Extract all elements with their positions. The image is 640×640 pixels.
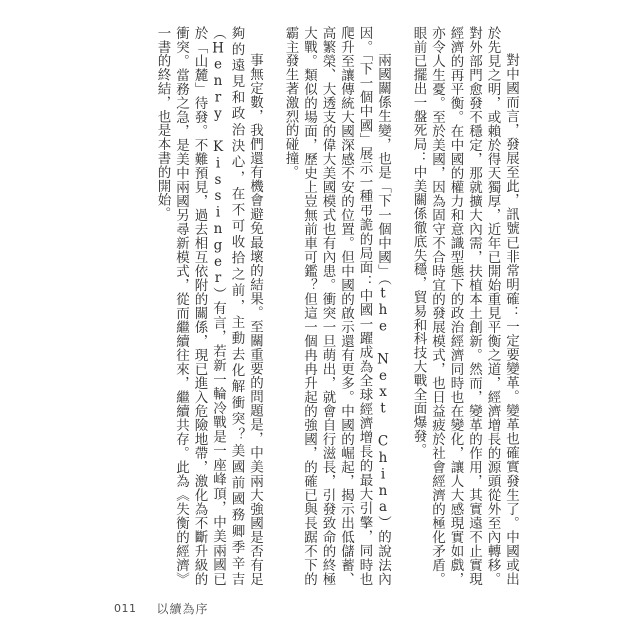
running-title: 以續為序 (156, 601, 209, 616)
page-footer (114, 599, 209, 617)
paragraph-2: 兩國關係生變，也是「下一個中國」（the Next China）的說法內因。「下一個中國」展示一種弔詭的局面：中國一躍成為全球經濟增長的最大引擎，同時也爬升至讓傳統大國深感不安的位置。但中國的啟示還有更多。中國的崛起，揭示出低儲蓄、高繁榮、大透支的偉大美國模式也有內患。衝突一旦萌出，就會自行滋長，引發致命的終極大戰。類似的場面，歷史上豈無前車可鑑？但這一個冉冉升起的強國，的確已與長踞不下的霸主發生著激烈的碰撞。 (282, 26, 391, 586)
paragraph-1: 對中國而言，發展至此，訊號已非常明確：一定要變革。變革也確實發生了。中國或出於先見之明，或賴於得天獨厚，近年已開始重見平衡之道，經濟增長的源頭從外至內轉移。對外部門愈發不穩定，那就擴大內需，扶植本土創新。然而，變革的作用，其實遠不止實現經濟的再平衡。在中國的權力和意識型態下的政治經濟同時也在變化，讓人大感現實如戲，亦令人生憂。至於美國，因為固守不合時宜的發展模式，也日益疲於社會經濟的極化矛盾。眼前已擺出一盤死局：中美關係徹底失穩，貿易和科技大戰全面爆發。 (410, 26, 519, 586)
paragraph-3: 事無定數，我們還有機會避免最壞的結果。至關重要的問題是，中美兩大強國是否有足夠的遠見和政治決心，在不可收拾之前，主動去化解衝突？美國前國務卿季辛吉（Henry Kissinger）有言，若新一輪冷戰是一座峰頂，中美兩國已於「山麓」待發。不難預見，過去相互依附的關係，現已進入危險地帶，激化為不斷升級的衝突。當務之急，是美中兩國另尋新模式，從而繼續往來，繼續共存。此為《失衡的經濟》一書的終結，也是本書的開始。 (154, 26, 263, 586)
page-number: 011 (114, 601, 137, 615)
body-text-block (112, 26, 520, 586)
